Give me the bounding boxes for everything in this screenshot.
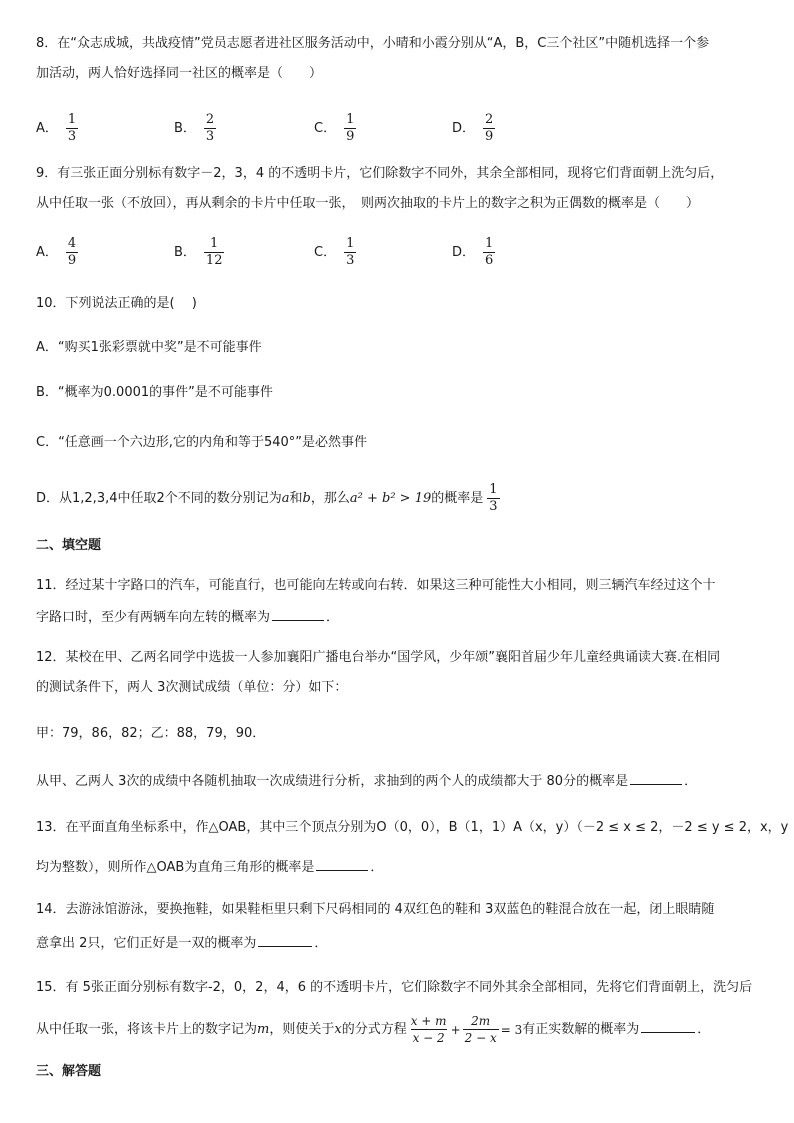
q9-option-a: A． $\frac{4}{9}$ bbox=[36, 236, 77, 268]
q13-answer-blank[interactable] bbox=[316, 856, 368, 871]
q14-answer-blank[interactable] bbox=[258, 932, 312, 947]
q9-option-d: D． $\frac{1}{6}$ bbox=[452, 236, 494, 268]
q15-line1: 15．有 5张正面分别标有数字-2，0，2，4，6 的不透明卡片，它们除数字不同外其余全部相同，先将它们背面朝上，洗匀后 bbox=[36, 980, 753, 995]
q8-option-d: D． $\frac{2}{9}$ bbox=[452, 112, 494, 144]
q14-line1: 14．去游泳馆游泳，要换拖鞋，如果鞋柜里只剩下尺码相同的 4双红色的鞋和 3双蓝色的鞋混合放在一起，闭上眼睛随 bbox=[36, 902, 715, 917]
q15-line2: 从中任取一张，将该卡片上的数字记为m，则使关于x的分式方程 $\frac{x + m}{x - 2}$ + $\frac{2m}{2 - x}$ = 3 有正实数解的概率为 ． bbox=[36, 1014, 711, 1045]
q10-option-b: B．“概率为0.0001的事件”是不可能事件 bbox=[36, 385, 273, 400]
q12-line2: 的测试条件下，两人 3次测试成绩（单位：分）如下： bbox=[36, 680, 348, 695]
q12-line3: 甲：79，86，82；乙：88，79，90． bbox=[36, 726, 266, 741]
q12-answer-blank[interactable] bbox=[630, 770, 682, 785]
q10-option-a: A．“购买1张彩票就中奖”是不可能事件 bbox=[36, 340, 262, 355]
q9-line1: 9．有三张正面分别标有数字－2，3，4 的不透明卡片，它们除数字不同外，其余全部相同，现将它们背面朝上洗匀后， bbox=[36, 166, 724, 181]
q11-answer-blank[interactable] bbox=[272, 606, 324, 621]
q9-option-c: C． $\frac{1}{3}$ bbox=[314, 236, 355, 268]
q10-option-c: C．“任意画一个六边形,它的内角和等于540°”是必然事件 bbox=[36, 435, 367, 450]
q8-option-a: A． $\frac{1}{3}$ bbox=[36, 112, 77, 144]
q8-option-b: B． $\frac{2}{3}$ bbox=[174, 112, 215, 144]
q8-line1: 8．在“众志成城，共战疫情”党员志愿者进社区服务活动中，小晴和小霞分别从“A，B，C三个社区”中随机选择一个参 bbox=[36, 36, 710, 51]
q9-option-b: B． $\frac{1}{12}$ bbox=[174, 236, 223, 268]
section-fill-in-heading: 二、填空题 bbox=[36, 538, 102, 553]
q8-option-c: C． $\frac{1}{9}$ bbox=[314, 112, 355, 144]
q9-line2: 从中任取一张（不放回），再从剩余的卡片中任取一张， 则两次抽取的卡片上的数字之积为正偶数的概率是（ ） bbox=[36, 196, 700, 211]
q11-line2: 字路口时，至少有两辆车向左转的概率为 ． bbox=[36, 606, 339, 628]
section-solution-heading: 三、解答题 bbox=[36, 1064, 102, 1079]
q10-option-d: D．从1,2,3,4中任取2个不同的数分别记为a和b，那么a² + b² > 19的概率是 $\frac{1}{3}$ bbox=[36, 482, 498, 514]
q12-line4: 从甲、乙两人 3次的成绩中各随机抽取一次成绩进行分析，求抽到的两个人的成绩都大于 80分的概率是 ． bbox=[36, 770, 697, 792]
q15-equation: $\frac{x + m}{x - 2}$ + $\frac{2m}{2 - x}$ = 3 bbox=[410, 1014, 523, 1045]
q10-stem: 10．下列说法正确的是( ) bbox=[36, 296, 197, 311]
q11-line1: 11．经过某十字路口的汽车，可能直行，也可能向左转或向右转．如果这三种可能性大小相同，则三辆汽车经过这个十 bbox=[36, 578, 716, 593]
q13-line2: 均为整数），则所作△OAB为直角三角形的概率是 ． bbox=[36, 856, 383, 878]
q14-line2: 意拿出 2只，它们正好是一双的概率为 ． bbox=[36, 932, 327, 954]
q15-answer-blank[interactable] bbox=[641, 1018, 695, 1033]
q8-line2: 加活动，两人恰好选择同一社区的概率是（ ） bbox=[36, 66, 323, 81]
q12-line1: 12．某校在甲、乙两名同学中选拔一人参加襄阳广播电台举办“国学风，少年颂”襄阳首届少年儿童经典诵读大赛.在相同 bbox=[36, 650, 721, 665]
q13-line1: 13．在平面直角坐标系中，作△OAB，其中三个顶点分别为O（0，0），B（1，1）A（x，y）（－2 ≤ x ≤ 2，－2 ≤ y ≤ 2，x，y bbox=[36, 820, 789, 835]
